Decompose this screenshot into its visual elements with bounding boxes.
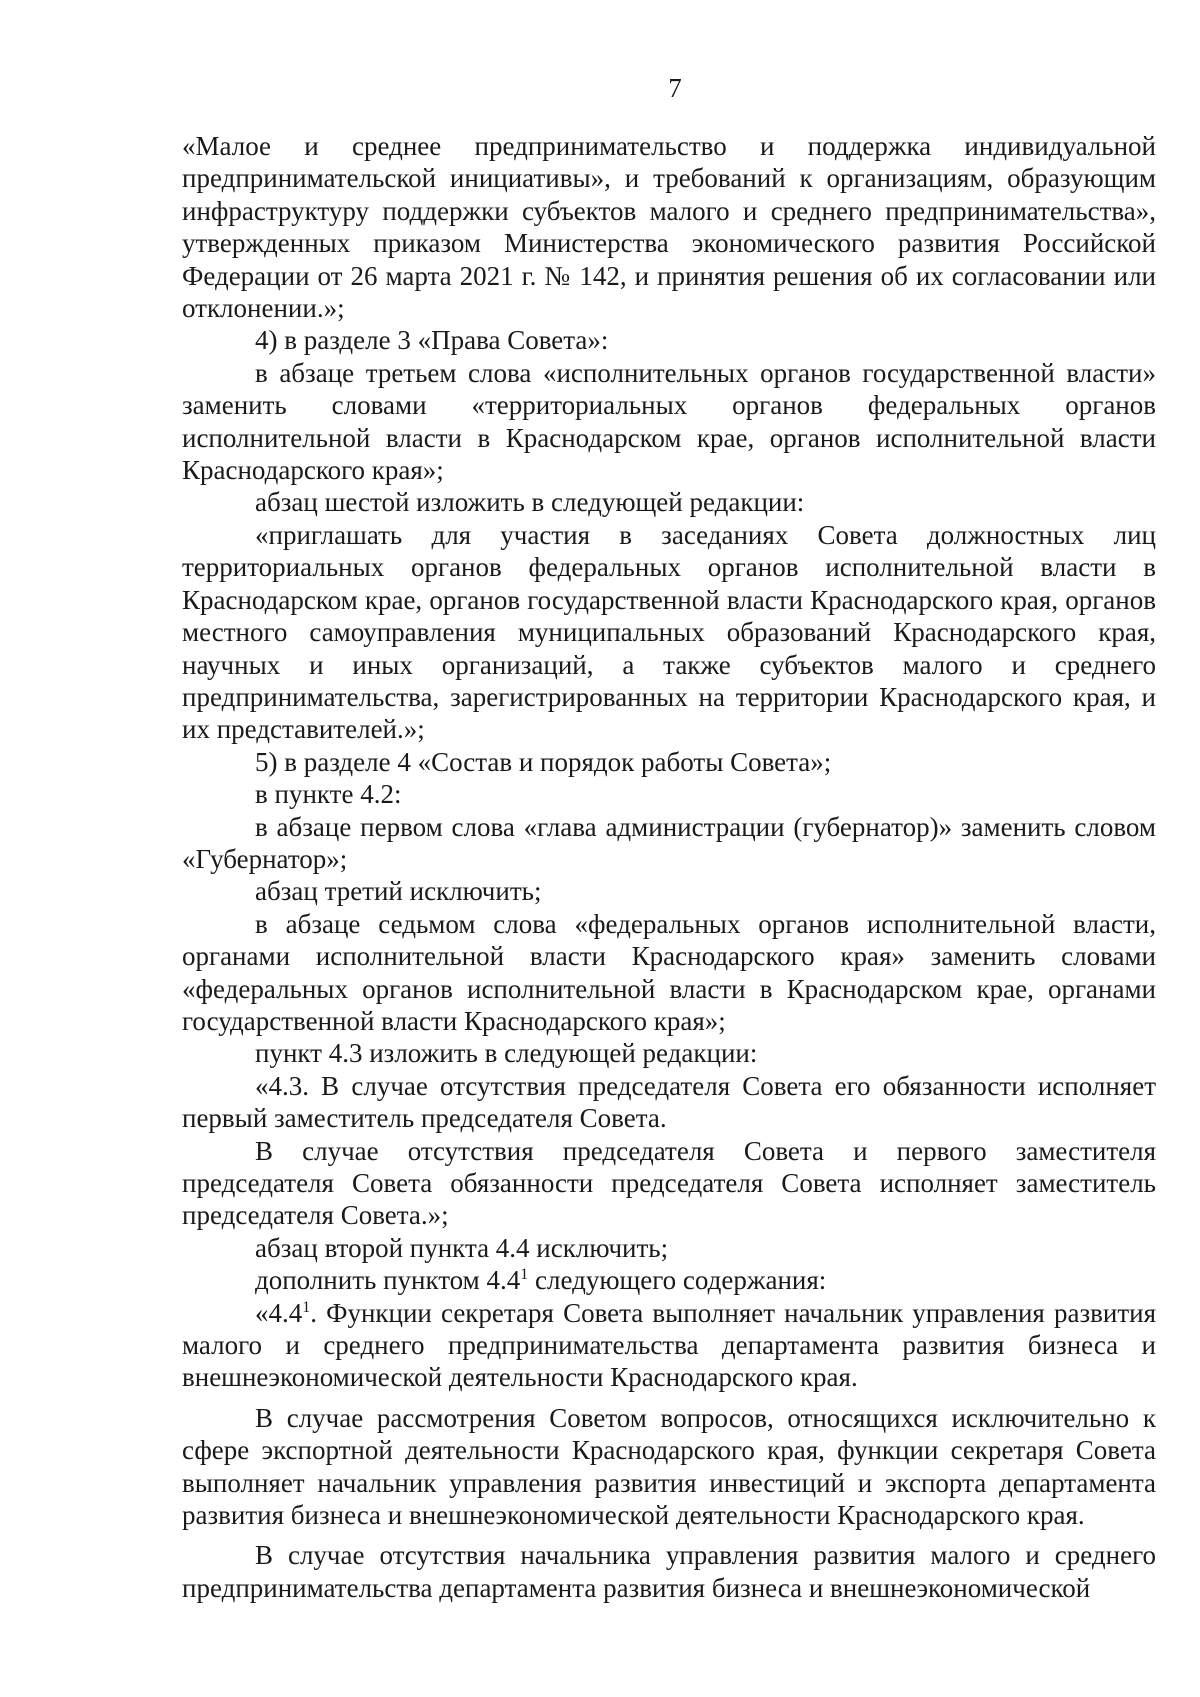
paragraph-18: В случае отсутствия начальника управления развития малого и среднего предпринимательства департамента развития бизнеса и внешнеэкономической bbox=[182, 1540, 1156, 1603]
paragraph-5: «приглашать для участия в заседаниях Совета должностных лиц территориальных органов федеральных органов исполнительной власти в Краснодарском крае, органов государственной власти Краснодарского края, органов местного самоуправления муниципальных образований Краснодарского края, научных и иных организаций, а также субъектов малого и среднего предпринимательства, зарегистрированных на территории Краснодарского края, и их представителей.»; bbox=[182, 519, 1156, 745]
paragraph-12: «4.3. В случае отсутствия председателя Совета его обязанности исполняет первый заместитель председателя Совета. bbox=[182, 1070, 1156, 1134]
paragraph-15 bbox=[182, 1264, 1156, 1296]
paragraph-15-text-before: дополнить пунктом 4.4 bbox=[255, 1265, 521, 1296]
paragraph-16-text-before: «4.4 bbox=[255, 1297, 303, 1328]
paragraph-15-text-after: следующего содержания: bbox=[528, 1265, 827, 1296]
paragraph-16 bbox=[182, 1297, 1156, 1394]
page-number: 7 bbox=[668, 73, 682, 103]
paragraph-8: в абзаце первом слова «глава администрации (губернатор)» заменить словом «Губернатор»; bbox=[182, 811, 1156, 874]
superscript-marker: 1 bbox=[520, 1266, 529, 1284]
paragraph-7: в пункте 4.2: bbox=[255, 779, 402, 810]
paragraph-14: абзац второй пункта 4.4 исключить; bbox=[255, 1232, 669, 1263]
paragraph-13: В случае отсутствия председателя Совета и первого заместителя председателя Совета обязанности председателя Совета исполняет заместитель председателя Совета.»; bbox=[182, 1135, 1156, 1231]
paragraph-6: 5) в разделе 4 «Состав и порядок работы Совета»; bbox=[255, 746, 832, 777]
superscript-marker: 1 bbox=[302, 1298, 311, 1316]
paragraph-3: в абзаце третьем слова «исполнительных органов государственной власти» заменить словами «территориальных органов федеральных органов исполнительной власти в Краснодарском крае, органов исполнительной власти Краснодарского края»; bbox=[182, 357, 1156, 486]
paragraph-17: В случае рассмотрения Советом вопросов, относящихся исключительно к сфере экспортной деятельности Краснодарского края, функции секретаря Совета выполняет начальник управления развития инвестиций и экспорта департамента развития бизнеса и внешнеэкономической деятельности Краснодарского края. bbox=[182, 1402, 1156, 1531]
paragraph-1: «Малое и среднее предпринимательство и поддержка индивидуальной предпринимательской инициативы», и требований к организациям, образующим инфраструктуру поддержки субъектов малого и среднего предпринимательства», утвержденных приказом Министерства экономического развития Российской Федерации от 26 марта 2021 г. № 142, и принятия решения об их согласовании или отклонении.»; bbox=[182, 131, 1156, 324]
paragraph-9: абзац третий исключить; bbox=[255, 876, 542, 907]
paragraph-16-text-after: . Функции секретаря Совета выполняет начальник управления развития малого и среднего предпринимательства департамента развития бизнеса и внешнеэкономической деятельности Краснодарского края. bbox=[182, 1297, 1156, 1393]
paragraph-2: 4) в разделе 3 «Права Совета»: bbox=[255, 325, 609, 356]
paragraph-10: в абзаце седьмом слова «федеральных органов исполнительной власти, органами исполнительной власти Краснодарского края» заменить словами «федеральных органов исполнительной власти в Краснодарском крае, органами государственной власти Краснодарского края»; bbox=[182, 908, 1156, 1036]
paragraph-4: абзац шестой изложить в следующей редакции: bbox=[255, 487, 805, 518]
document-body bbox=[182, 130, 1156, 1604]
paragraph-11: пункт 4.3 изложить в следующей редакции: bbox=[255, 1038, 758, 1069]
